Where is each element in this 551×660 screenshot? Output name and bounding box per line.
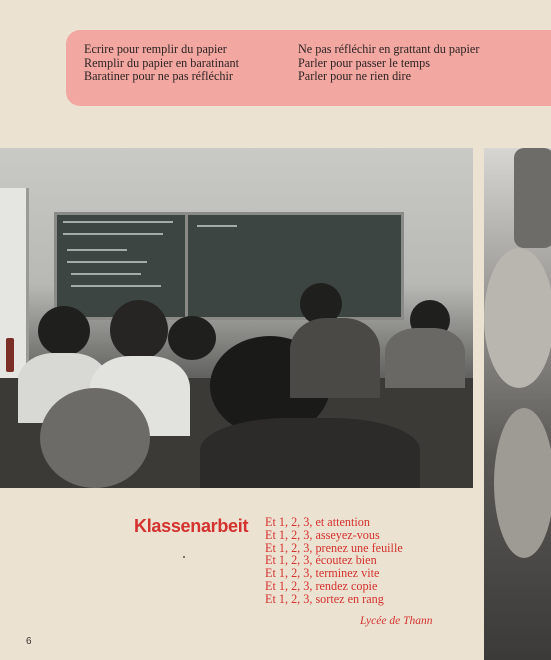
poem-line: Et 1, 2, 3, asseyez-vous: [265, 527, 380, 542]
quote-right-column: [298, 43, 479, 84]
quote-line: Ecrire pour remplir du papier: [84, 42, 227, 56]
chalk-line: [71, 285, 161, 287]
poem-line: Et 1, 2, 3, sortez en rang: [265, 591, 384, 606]
student-head: [40, 388, 150, 488]
quote-line: Ne pas réfléchir en grattant du papier: [298, 42, 480, 56]
quote-left-column: [84, 43, 239, 84]
quote-line: Parler pour passer le temps: [298, 55, 430, 70]
side-photo: [484, 148, 551, 660]
chalk-line: [63, 221, 173, 223]
bottle: [6, 338, 14, 372]
student-body: [200, 418, 420, 488]
quote-line: Baratiner pour ne pas réfléchir: [84, 69, 233, 84]
chalkboard: [54, 212, 404, 320]
chalk-line: [197, 225, 237, 227]
chalk-line: [63, 233, 163, 235]
student-head: [168, 316, 216, 360]
board-divider: [185, 215, 188, 317]
poem-title: Klassenarbeit: [134, 516, 249, 536]
poem-line: Et 1, 2, 3, prenez une feuille: [265, 540, 403, 555]
quote-line: Parler pour ne rien dire: [298, 69, 412, 84]
poem-line: Et 1, 2, 3, rendez copie: [265, 578, 378, 593]
classroom-photo: [0, 148, 473, 488]
student-head: [38, 306, 90, 356]
page-number: 6: [26, 636, 32, 647]
standing-figure: [514, 148, 551, 248]
student-head: [484, 248, 551, 388]
student-body: [385, 328, 465, 388]
student-head: [110, 300, 168, 360]
student-head: [494, 408, 551, 558]
student-body: [290, 318, 380, 398]
chalk-line: [67, 261, 147, 263]
poem-signature: Lycée de Thann: [360, 615, 433, 627]
poem-line: Et 1, 2, 3, terminez vite: [265, 566, 380, 581]
poem-line: Et 1, 2, 3, écoutez bien: [265, 553, 377, 568]
chalk-line: [71, 273, 141, 275]
poem-lines: [265, 516, 403, 606]
window-frame: [0, 188, 29, 378]
dot-mark: [183, 556, 185, 558]
quote-box: [66, 30, 551, 106]
quote-line: Remplir du papier en baratinant: [84, 55, 239, 70]
poem-line: Et 1, 2, 3, et attention: [265, 515, 370, 529]
chalk-line: [67, 249, 127, 251]
